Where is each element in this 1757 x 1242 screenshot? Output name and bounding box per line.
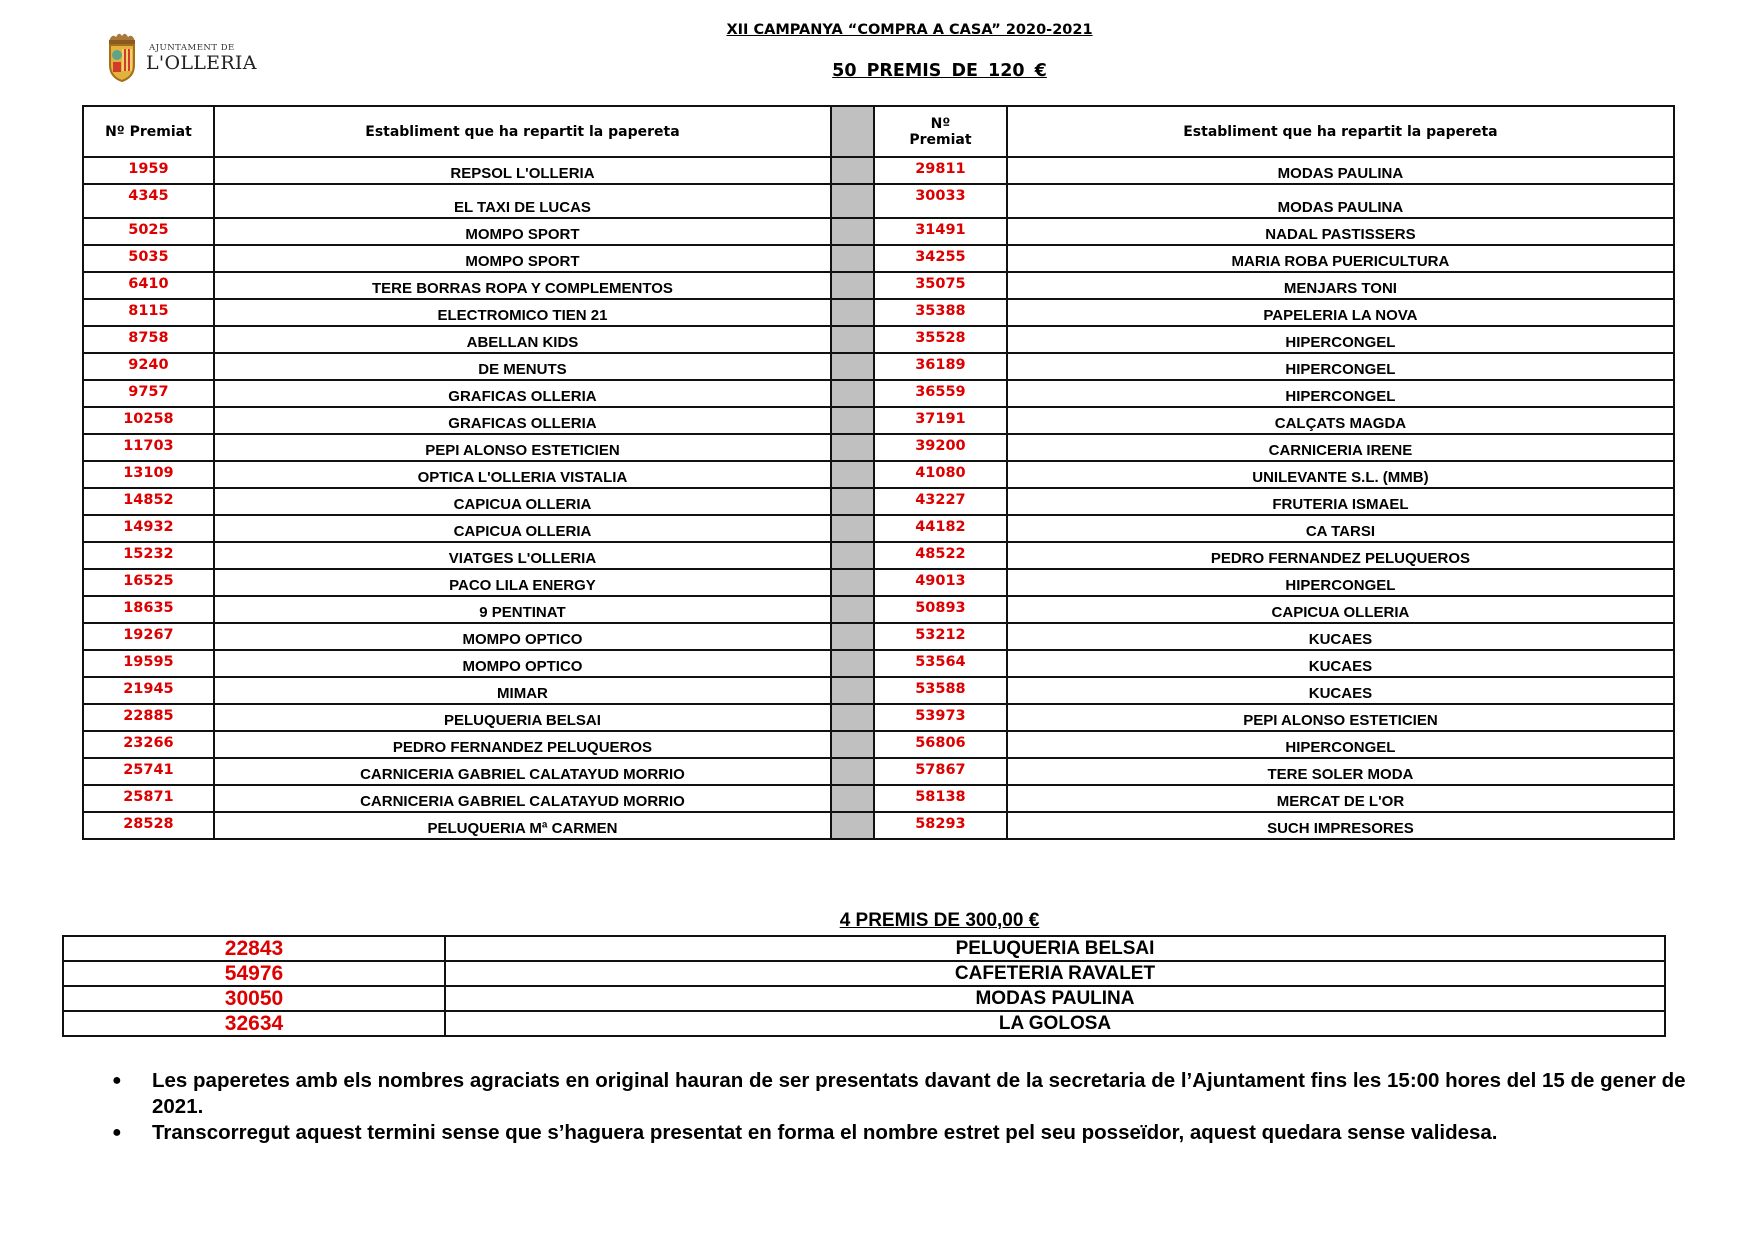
establishment-left: REPSOL L'OLLERIA <box>214 157 831 184</box>
establishment-right: CAPICUA OLLERIA <box>1007 596 1674 623</box>
table-row <box>83 758 1674 785</box>
establishment-right: HIPERCONGEL <box>1007 731 1674 758</box>
establishment-left: CARNICERIA GABRIEL CALATAYUD MORRIO <box>214 758 831 785</box>
prize-number-right: 58293 <box>874 812 1007 839</box>
prize-number-right: 53212 <box>874 623 1007 650</box>
prize-number-right: 50893 <box>874 596 1007 623</box>
separator-cell <box>831 515 874 542</box>
table-row <box>83 731 1674 758</box>
separator-cell <box>831 157 874 184</box>
establishment-left: PELUQUERIA BELSAI <box>214 704 831 731</box>
table-row <box>83 785 1674 812</box>
separator-cell <box>831 218 874 245</box>
separator-cell <box>831 758 874 785</box>
separator-cell <box>831 812 874 839</box>
prize-number-left: 1959 <box>83 157 214 184</box>
establishment-right: HIPERCONGEL <box>1007 569 1674 596</box>
prize-number-left: 22885 <box>83 704 214 731</box>
establishment-left: PEDRO FERNANDEZ PELUQUEROS <box>214 731 831 758</box>
table-row <box>83 704 1674 731</box>
prize-number: 30050 <box>63 986 445 1011</box>
establishment-left: CAPICUA OLLERIA <box>214 515 831 542</box>
establishment-left: MOMPO OPTICO <box>214 623 831 650</box>
establishment: MODAS PAULINA <box>445 986 1665 1011</box>
table-row <box>83 272 1674 299</box>
establishment-left: MOMPO OPTICO <box>214 650 831 677</box>
prize-number-right: 53564 <box>874 650 1007 677</box>
establishment-right: MARIA ROBA PUERICULTURA <box>1007 245 1674 272</box>
separator-cell <box>831 434 874 461</box>
separator-cell <box>831 569 874 596</box>
establishment-right: CALÇATS MAGDA <box>1007 407 1674 434</box>
prize-number-left: 19595 <box>83 650 214 677</box>
prize-number-right: 29811 <box>874 157 1007 184</box>
prize-number-left: 25741 <box>83 758 214 785</box>
prize-number-left: 10258 <box>83 407 214 434</box>
establishment-right: FRUTERIA ISMAEL <box>1007 488 1674 515</box>
establishment-left: DE MENUTS <box>214 353 831 380</box>
establishment-right: HIPERCONGEL <box>1007 353 1674 380</box>
separator-cell <box>831 184 874 218</box>
prize-number-left: 8115 <box>83 299 214 326</box>
separator-cell <box>831 677 874 704</box>
prize-number-right: 35528 <box>874 326 1007 353</box>
prize-number-right: 49013 <box>874 569 1007 596</box>
establishment-right: UNILEVANTE S.L. (MMB) <box>1007 461 1674 488</box>
prize-number: 32634 <box>63 1011 445 1036</box>
prize-number-left: 25871 <box>83 785 214 812</box>
establishment-left: CAPICUA OLLERIA <box>214 488 831 515</box>
separator-cell <box>831 596 874 623</box>
establishment: PELUQUERIA BELSAI <box>445 936 1665 961</box>
establishment-left: GRAFICAS OLLERIA <box>214 380 831 407</box>
logo-line-town: L'OLLERIA <box>146 52 257 74</box>
establishment-left: GRAFICAS OLLERIA <box>214 407 831 434</box>
establishment-right: TERE SOLER MODA <box>1007 758 1674 785</box>
establishment: CAFETERIA RAVALET <box>445 961 1665 986</box>
prize-number-left: 5035 <box>83 245 214 272</box>
establishment-right: KUCAES <box>1007 623 1674 650</box>
establishment-right: HIPERCONGEL <box>1007 380 1674 407</box>
prizes-300-table <box>62 935 1666 1037</box>
separator-cell <box>831 326 874 353</box>
prize-number-right: 39200 <box>874 434 1007 461</box>
establishment-left: MIMAR <box>214 677 831 704</box>
separator-cell <box>831 245 874 272</box>
table-header-row <box>83 106 1674 157</box>
separator-cell <box>831 272 874 299</box>
table-row <box>83 677 1674 704</box>
prizes-300-title: 4 PREMIS DE 300,00 € <box>839 910 1040 931</box>
prize-number: 54976 <box>63 961 445 986</box>
prize-number-left: 8758 <box>83 326 214 353</box>
column-header-number: Nº Premiat <box>83 106 214 157</box>
table-row <box>63 961 1665 986</box>
prize-number: 22843 <box>63 936 445 961</box>
column-header-number-right <box>874 106 1007 157</box>
campaign-title: XII CAMPANYA “COMPRA A CASA” 2020-2021 <box>726 22 1093 38</box>
prize-number-right: 30033 <box>874 184 1007 218</box>
establishment-right: MODAS PAULINA <box>1007 184 1674 218</box>
establishment-right: HIPERCONGEL <box>1007 326 1674 353</box>
table-row <box>83 812 1674 839</box>
separator-cell <box>831 380 874 407</box>
table-row <box>83 569 1674 596</box>
establishment-right: KUCAES <box>1007 677 1674 704</box>
prizes-120-table <box>82 105 1675 840</box>
establishment-left: TERE BORRAS ROPA Y COMPLEMENTOS <box>214 272 831 299</box>
separator-column <box>831 106 874 157</box>
separator-cell <box>831 407 874 434</box>
prize-number-right: 36189 <box>874 353 1007 380</box>
prize-number-left: 9757 <box>83 380 214 407</box>
column-header-establishment-right: Establiment que ha repartit la papereta <box>1007 106 1674 157</box>
separator-cell <box>831 488 874 515</box>
table-row <box>83 407 1674 434</box>
prize-number-left: 16525 <box>83 569 214 596</box>
prize-number-right: 56806 <box>874 731 1007 758</box>
table-row <box>83 515 1674 542</box>
separator-cell <box>831 704 874 731</box>
prize-number-left: 19267 <box>83 623 214 650</box>
prize-number-right: 41080 <box>874 461 1007 488</box>
prize-number-left: 15232 <box>83 542 214 569</box>
establishment-left: PELUQUERIA Mª CARMEN <box>214 812 831 839</box>
table-row <box>83 488 1674 515</box>
column-header-number-right-label: Nº Premiat <box>909 115 972 148</box>
establishment-left: OPTICA L'OLLERIA VISTALIA <box>214 461 831 488</box>
prize-number-left: 14932 <box>83 515 214 542</box>
establishment-right: CA TARSI <box>1007 515 1674 542</box>
establishment-right: MENJARS TONI <box>1007 272 1674 299</box>
table-row <box>83 650 1674 677</box>
prize-number-left: 28528 <box>83 812 214 839</box>
establishment: LA GOLOSA <box>445 1011 1665 1036</box>
table-row <box>83 380 1674 407</box>
table-row <box>83 461 1674 488</box>
table-row <box>83 596 1674 623</box>
prize-number-right: 37191 <box>874 407 1007 434</box>
prize-number-left: 6410 <box>83 272 214 299</box>
establishment-left: VIATGES L'OLLERIA <box>214 542 831 569</box>
prize-number-left: 4345 <box>83 184 214 218</box>
establishment-left: PACO LILA ENERGY <box>214 569 831 596</box>
prizes-120-title: 50 PREMIS DE 120 € <box>832 61 1047 81</box>
prize-number-right: 53588 <box>874 677 1007 704</box>
separator-cell <box>831 299 874 326</box>
table-row <box>83 326 1674 353</box>
prize-number-left: 14852 <box>83 488 214 515</box>
note-item <box>110 1068 1690 1120</box>
prize-number-right: 43227 <box>874 488 1007 515</box>
bullet-icon: ● <box>112 1072 122 1089</box>
note-text: Transcorregut aquest termini sense que s’haguera presentat en forma el nombre estret pel seu posseïdor, aquest quedara sense validesa. <box>152 1121 1498 1144</box>
establishment-right: KUCAES <box>1007 650 1674 677</box>
establishment-right: MERCAT DE L'OR <box>1007 785 1674 812</box>
establishment-left: ABELLAN KIDS <box>214 326 831 353</box>
prize-number-right: 58138 <box>874 785 1007 812</box>
prize-number-right: 57867 <box>874 758 1007 785</box>
logo-line-ajuntament: AJUNTAMENT DE <box>149 43 235 53</box>
prize-number-right: 31491 <box>874 218 1007 245</box>
establishment-right: MODAS PAULINA <box>1007 157 1674 184</box>
prize-number-right: 48522 <box>874 542 1007 569</box>
establishment-right: CARNICERIA IRENE <box>1007 434 1674 461</box>
establishment-left: EL TAXI DE LUCAS <box>214 184 831 218</box>
note-item <box>110 1120 1690 1146</box>
prize-number-left: 5025 <box>83 218 214 245</box>
establishment-left: MOMPO SPORT <box>214 245 831 272</box>
prize-number-right: 35075 <box>874 272 1007 299</box>
prize-number-left: 23266 <box>83 731 214 758</box>
prize-number-right: 34255 <box>874 245 1007 272</box>
prize-number-left: 18635 <box>83 596 214 623</box>
establishment-right: PEPI ALONSO ESTETICIEN <box>1007 704 1674 731</box>
table-row <box>83 623 1674 650</box>
prize-number-right: 44182 <box>874 515 1007 542</box>
establishment-left: CARNICERIA GABRIEL CALATAYUD MORRIO <box>214 785 831 812</box>
table-row <box>83 434 1674 461</box>
establishment-right: PAPELERIA LA NOVA <box>1007 299 1674 326</box>
table-row <box>63 1011 1665 1036</box>
prize-number-left: 11703 <box>83 434 214 461</box>
table-row <box>83 245 1674 272</box>
separator-cell <box>831 650 874 677</box>
establishment-right: PEDRO FERNANDEZ PELUQUEROS <box>1007 542 1674 569</box>
establishment-left: MOMPO SPORT <box>214 218 831 245</box>
establishment-left: ELECTROMICO TIEN 21 <box>214 299 831 326</box>
separator-cell <box>831 542 874 569</box>
table-row <box>83 218 1674 245</box>
separator-cell <box>831 353 874 380</box>
table-row <box>63 986 1665 1011</box>
establishment-left: 9 PENTINAT <box>214 596 831 623</box>
bullet-icon: ● <box>112 1124 122 1141</box>
separator-cell <box>831 731 874 758</box>
establishment-left: PEPI ALONSO ESTETICIEN <box>214 434 831 461</box>
notes-list <box>110 1068 1690 1146</box>
prize-number-right: 35388 <box>874 299 1007 326</box>
prize-number-left: 9240 <box>83 353 214 380</box>
prize-number-left: 13109 <box>83 461 214 488</box>
table-row <box>63 936 1665 961</box>
table-row <box>83 299 1674 326</box>
separator-cell <box>831 785 874 812</box>
column-header-establishment: Establiment que ha repartit la papereta <box>214 106 831 157</box>
prize-number-right: 53973 <box>874 704 1007 731</box>
table-row <box>83 542 1674 569</box>
table-row <box>83 157 1674 184</box>
table-row <box>83 184 1674 218</box>
table-row <box>83 353 1674 380</box>
separator-cell <box>831 461 874 488</box>
prize-number-left: 21945 <box>83 677 214 704</box>
establishment-right: NADAL PASTISSERS <box>1007 218 1674 245</box>
prize-number-right: 36559 <box>874 380 1007 407</box>
establishment-right: SUCH IMPRESORES <box>1007 812 1674 839</box>
separator-cell <box>831 623 874 650</box>
note-text: Les paperetes amb els nombres agraciats en original hauran de ser presentats davant de la secretaria de l’Ajuntament fins les 15:00 hores del 15 de gener de 2021. <box>152 1069 1686 1118</box>
